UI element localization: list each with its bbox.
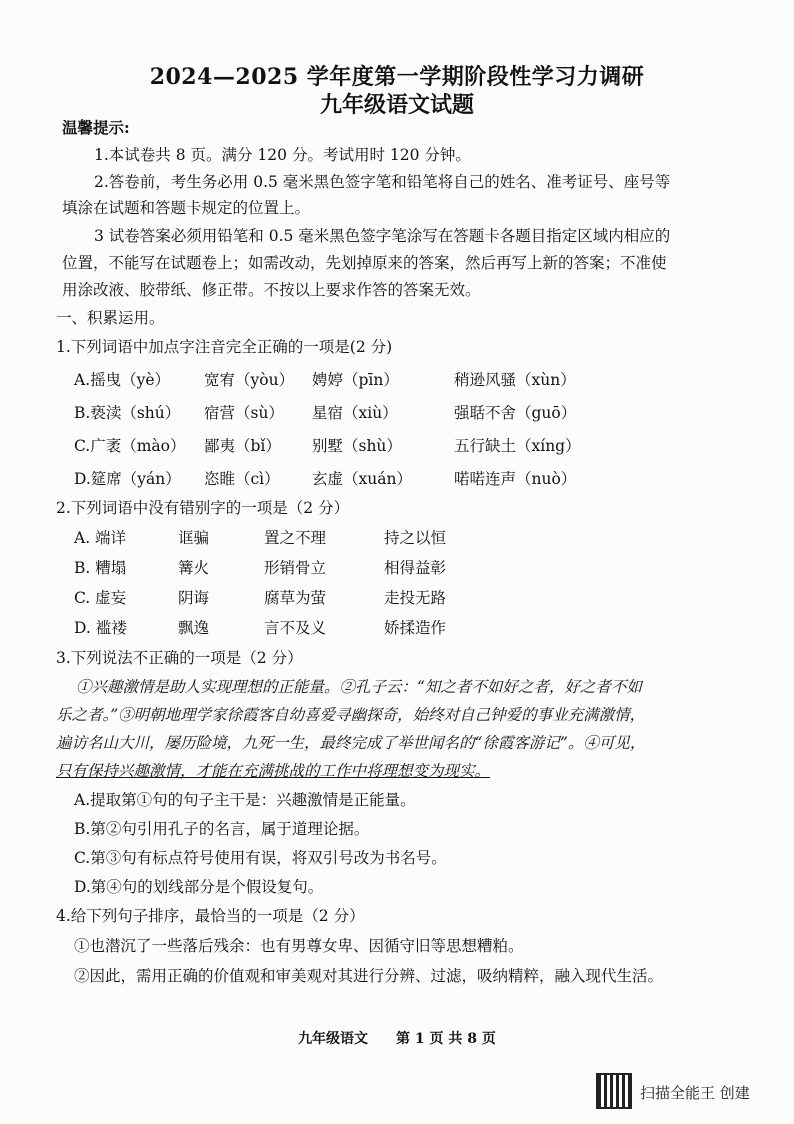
q2-option: D. 褴褛	[74, 619, 127, 637]
q1-option: 恣睢（cì）	[204, 470, 280, 488]
q3-option: B.第②句引用孔子的名言，属于道理论据。	[74, 820, 370, 838]
q1-option: 稍逊风骚（xùn）	[454, 371, 576, 389]
q2-option: 诓骗	[178, 529, 210, 547]
q2-option: 走投无路	[384, 589, 447, 607]
question-2-stem: 2.下列词语中没有错别字的一项是（2 分）	[56, 499, 350, 517]
question-4-stem: 4.给下列句子排序，最恰当的一项是（2 分）	[56, 907, 365, 925]
q2-option: 形销骨立	[264, 559, 327, 577]
q3-option: C.第③句有标点符号使用有误，将双引号改为书名号。	[74, 849, 447, 867]
q1-option: 别墅（shù）	[312, 437, 402, 455]
q2-option: 言不及义	[264, 619, 327, 637]
q4-item: ②因此，需用正确的价值观和审美观对其进行分辨、过滤，吸纳精粹，融入现代生活。	[74, 967, 664, 985]
section-heading: 一、积累运用。	[56, 309, 165, 327]
scanner-watermark: 扫描全能王 创建	[640, 1084, 750, 1102]
q2-option: 飘逸	[178, 619, 210, 637]
q1-option: 星宿（xiù）	[312, 404, 398, 422]
q1-option: 娉婷（pīn）	[312, 371, 399, 389]
page-footer: 九年级语文 第 1 页 共 8 页	[298, 1031, 496, 1047]
q1-option: 喏喏连声（nuò）	[454, 470, 577, 488]
q1-option: 玄虚（xuán）	[312, 470, 412, 488]
q2-option: 娇揉造作	[384, 619, 447, 637]
q2-option: 置之不理	[264, 529, 327, 547]
q3-option: A.提取第①句的句子主干是：兴趣激情是正能量。	[74, 791, 416, 809]
tip-item: 填涂在试题和答题卡规定的位置上。	[62, 199, 311, 217]
q3-passage-line: 遍访名山大川，屡历险境，九死一生，最终完成了举世闻名的“徐霞客游记”。④可见，	[56, 734, 646, 752]
q2-option: 篝火	[178, 559, 210, 577]
q2-option: 腐草为萤	[264, 589, 327, 607]
q2-option: 相得益彰	[384, 559, 447, 577]
q2-option: A. 端详	[74, 529, 127, 547]
tips-heading: 温馨提示:	[62, 118, 130, 137]
question-3-stem: 3.下列说法不正确的一项是（2 分）	[56, 649, 303, 667]
q1-option: 宽宥（yòu）	[204, 371, 295, 389]
tip-item: 位置，不能写在试题卷上；如需改动，先划掉原来的答案，然后再写上新的答案；不准使	[62, 254, 667, 272]
q2-option: 持之以恒	[384, 529, 447, 547]
tip-item: 2.答卷前，考生务必用 0.5 毫米黑色签字笔和铅笔将自己的姓名、准考证号、座号等	[94, 173, 671, 191]
bleed-through-text	[700, 62, 794, 962]
exam-title: 2024—2025 学年度第一学期阶段性学习力调研	[149, 64, 645, 90]
q1-option: D.筵席（yán）	[74, 470, 181, 488]
q3-option: D.第④句的划线部分是个假设复句。	[74, 878, 324, 896]
q2-option: C. 虚妄	[74, 589, 127, 607]
q1-option: B.亵渎（shú）	[74, 404, 181, 422]
q1-option: 鄙夷（bǐ）	[204, 437, 281, 455]
q1-option: A.摇曳（yè）	[74, 371, 171, 389]
q1-option: 五行缺土（xíng）	[454, 437, 581, 455]
q2-option: 阴诲	[178, 589, 210, 607]
question-1-stem: 1.下列词语中加点字注音完全正确的一项是(2 分)	[56, 338, 393, 356]
q1-option: 宿营（sù）	[204, 404, 284, 422]
q3-passage-line: ①兴趣激情是助人实现理想的正能量。②孔子云：“知之者不如好之者，好之者不如	[76, 678, 642, 696]
tip-item: 1.本试卷共 8 页。满分 120 分。考试用时 120 分钟。	[94, 146, 471, 164]
q1-option: C.广袤（mào）	[74, 437, 186, 455]
q3-passage-line: 乐之者。”③明朝地理学家徐霞客自幼喜爱寻幽探奇，始终对自己钟爱的事业充满激情，	[56, 706, 646, 724]
exam-subtitle: 九年级语文试题	[319, 92, 474, 118]
q1-option: 强聒不舍（guō）	[454, 404, 577, 422]
tip-item: 3 试卷答案必须用铅笔和 0.5 毫米黑色签字笔涂写在答题卡各题目指定区域内相应的	[94, 227, 671, 245]
qr-code-icon	[596, 1073, 632, 1109]
q4-item: ①也潜沉了一些落后残余：也有男尊女卑、因循守旧等思想糟粕。	[74, 937, 524, 955]
tip-item: 用涂改液、胶带纸、修正带。不按以上要求作答的答案无效。	[62, 281, 481, 299]
q3-passage-underlined: 只有保持兴趣激情，才能在充满挑战的工作中将理想变为现实。	[56, 762, 491, 780]
q2-option: B. 糟塌	[74, 559, 127, 577]
